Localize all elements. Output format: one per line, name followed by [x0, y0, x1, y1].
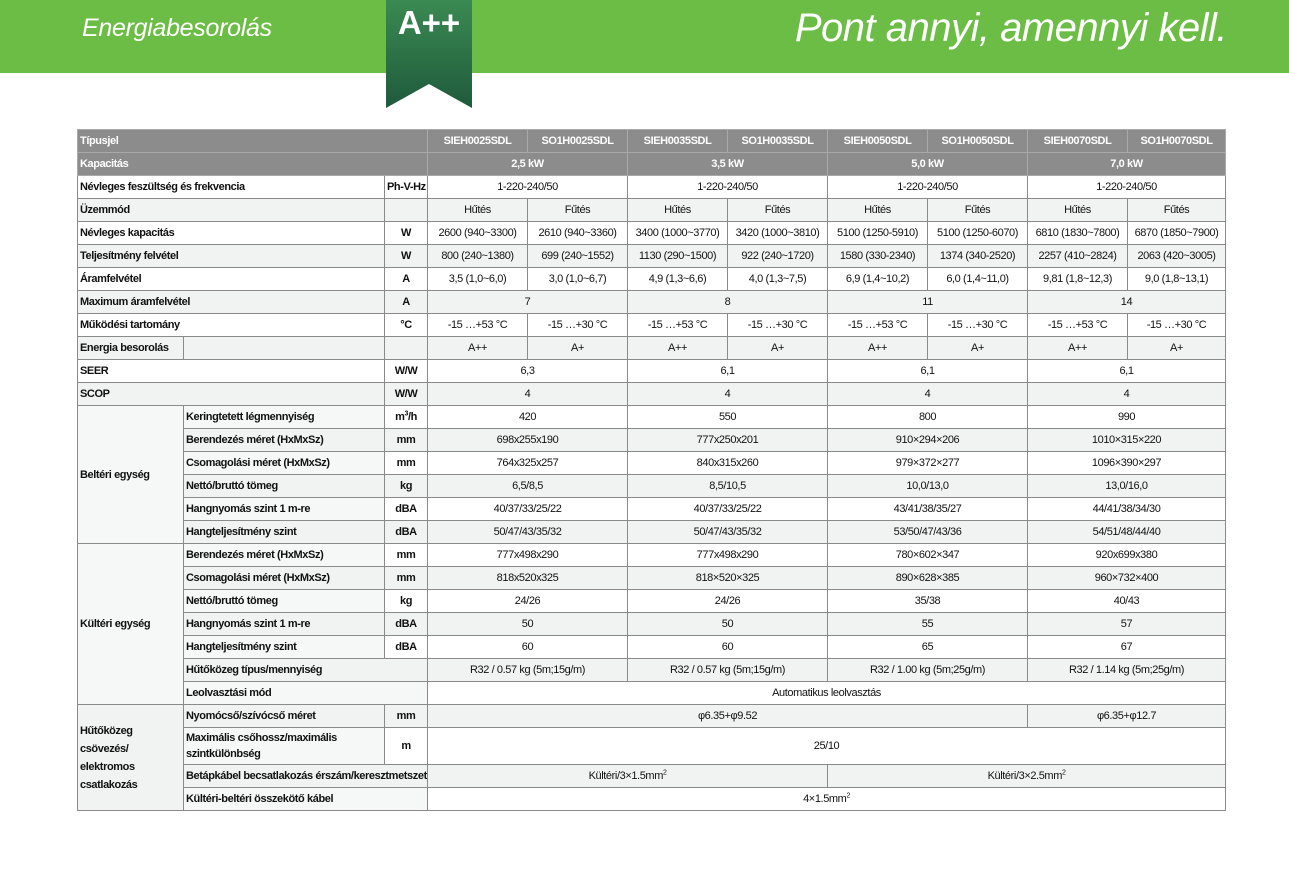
model-cell: SIEH0035SDL — [628, 130, 728, 153]
value-cell: 3,0 (1,0~6,7) — [528, 268, 628, 291]
unit-cell: dBA — [385, 521, 428, 544]
unit-cell: mm — [385, 705, 428, 728]
value-cell: 420 — [428, 406, 628, 429]
unit-base: m — [395, 411, 405, 423]
model-cell: SO1H0070SDL — [1128, 130, 1226, 153]
value-cell: 2610 (940~3360) — [528, 222, 628, 245]
value-cell: A++ — [628, 337, 728, 360]
value-cell: 60 — [428, 636, 628, 659]
indoor-dimensions-row — [78, 429, 1226, 452]
value-cell: 8,5/10,5 — [628, 475, 828, 498]
value-cell: -15 …+30 °C — [1128, 314, 1226, 337]
group-label-piping: Hűtőközeg csövezés/ elektromos csatlakozás — [78, 705, 184, 811]
row-label-packing: Csomagolási méret (HxMxSz) — [184, 452, 385, 475]
value-cell: -15 …+53 °C — [828, 314, 928, 337]
row-label-seer: SEER — [78, 360, 385, 383]
value-cell: 2257 (410~2824) — [1028, 245, 1128, 268]
value-cell: R32 / 0.57 kg (5m;15g/m) — [428, 659, 628, 682]
value-cell: 4,0 (1,3~7,5) — [728, 268, 828, 291]
value-cell: 8 — [628, 291, 828, 314]
value-cell: A++ — [428, 337, 528, 360]
unit-cell: mm — [385, 567, 428, 590]
value-cell: R32 / 0.57 kg (5m;15g/m) — [628, 659, 828, 682]
row-label-current: Áramfelvétel — [78, 268, 385, 291]
row-label-packing: Csomagolási méret (HxMxSz) — [184, 567, 385, 590]
row-label-mode: Üzemmód — [78, 199, 385, 222]
row-label-refrigerant: Hűtőközeg típus/mennyiség — [184, 659, 428, 682]
max-length-row — [78, 728, 1226, 765]
value-cell: 4 — [828, 383, 1028, 406]
model-cell: SO1H0025SDL — [528, 130, 628, 153]
value-cell: Hűtés — [1028, 199, 1128, 222]
unit-cell: dBA — [385, 636, 428, 659]
energy-rating-title: Energiabesorolás — [82, 14, 272, 42]
row-label-sound-power: Hangteljesítmény szint — [184, 521, 385, 544]
value-cell: -15 …+30 °C — [928, 314, 1028, 337]
unit-cell: dBA — [385, 498, 428, 521]
row-label-max-length: Maximális csőhossz/maximális szintkülönbség — [184, 728, 385, 765]
row-label-model: Típusjel — [78, 130, 428, 153]
unit-cell: W — [385, 245, 428, 268]
row-label-energy-class: Energia besorolás — [78, 337, 184, 360]
nominal-capacity-row — [78, 222, 1226, 245]
value-cell: 40/37/33/25/22 — [428, 498, 628, 521]
unit-superscript: 3 — [404, 410, 408, 418]
value-cell: 4,9 (1,3~6,6) — [628, 268, 728, 291]
value-cell: 54/51/48/44/40 — [1028, 521, 1226, 544]
value-cell: -15 …+30 °C — [728, 314, 828, 337]
link-cable-row — [78, 788, 1226, 811]
value-cell: 9,81 (1,8~12,3) — [1028, 268, 1128, 291]
model-cell: SO1H0050SDL — [928, 130, 1028, 153]
row-label-weight: Nettó/bruttó tömeg — [184, 590, 385, 613]
value-cell: 6870 (1850~7900) — [1128, 222, 1226, 245]
capacity-row — [78, 153, 1226, 176]
unit-cell: kg — [385, 590, 428, 613]
value-cell: 1130 (290~1500) — [628, 245, 728, 268]
value-cell: 53/50/47/43/36 — [828, 521, 1028, 544]
value-cell: R32 / 1.14 kg (5m;25g/m) — [1028, 659, 1226, 682]
value-cell: 1580 (330-2340) — [828, 245, 928, 268]
value-cell: 699 (240~1552) — [528, 245, 628, 268]
value-cell: 9,0 (1,8~13,1) — [1128, 268, 1226, 291]
row-label-operating-range: Működési tartomány — [78, 314, 385, 337]
value-cell: 40/37/33/25/22 — [628, 498, 828, 521]
unit-cell: A — [385, 291, 428, 314]
value-cell: Fűtés — [728, 199, 828, 222]
row-label-weight: Nettó/bruttó tömeg — [184, 475, 385, 498]
value-cell: 6,3 — [428, 360, 628, 383]
value-cell: 3,5 (1,0~6,0) — [428, 268, 528, 291]
value-cell: Hűtés — [828, 199, 928, 222]
power-input-row — [78, 245, 1226, 268]
unit-cell: W/W — [385, 360, 428, 383]
outdoor-dimensions-row — [78, 544, 1226, 567]
value-cell: -15 …+53 °C — [428, 314, 528, 337]
value-cell: 777x250x201 — [628, 429, 828, 452]
value-cell: 5100 (1250-5910) — [828, 222, 928, 245]
voltage-row — [78, 176, 1226, 199]
value-cell: 50/47/43/35/32 — [428, 521, 628, 544]
unit-cell: mm — [385, 429, 428, 452]
refrigerant-row — [78, 659, 1226, 682]
cable-spec: Kültéri/3×2.5mm — [987, 770, 1062, 782]
row-label-link-cable: Kültéri-beltéri összekötő kábel — [184, 788, 428, 811]
unit-cell — [385, 337, 428, 360]
value-cell: Fűtés — [528, 199, 628, 222]
row-label-nominal-capacity: Névleges kapacitás — [78, 222, 385, 245]
unit-cell — [385, 406, 428, 429]
unit-tail: /h — [407, 411, 417, 423]
row-label-defrost: Leolvasztási mód — [184, 682, 428, 705]
unit-cell: Ph-V-Hz — [385, 176, 428, 199]
unit-cell: W/W — [385, 383, 428, 406]
value-cell: 13,0/16,0 — [1028, 475, 1226, 498]
value-cell: 1096×390×297 — [1028, 452, 1226, 475]
value-cell — [428, 765, 828, 788]
value-cell: 1374 (340-2520) — [928, 245, 1028, 268]
value-cell — [828, 765, 1226, 788]
outdoor-power-level-row — [78, 636, 1226, 659]
value-cell: 40/43 — [1028, 590, 1226, 613]
model-row — [78, 130, 1226, 153]
value-cell: A+ — [1128, 337, 1226, 360]
value-cell: 10,0/13,0 — [828, 475, 1028, 498]
value-cell: Fűtés — [928, 199, 1028, 222]
value-cell: 60 — [628, 636, 828, 659]
value-cell: 6,9 (1,4~10,2) — [828, 268, 928, 291]
unit-superscript: 2 — [662, 769, 667, 777]
value-cell: 24/26 — [428, 590, 628, 613]
indoor-packing-row — [78, 452, 1226, 475]
value-cell: 1-220-240/50 — [628, 176, 828, 199]
model-cell: SIEH0025SDL — [428, 130, 528, 153]
value-cell: 910×294×206 — [828, 429, 1028, 452]
value-cell: 1-220-240/50 — [428, 176, 628, 199]
model-cell: SO1H0035SDL — [728, 130, 828, 153]
seer-row — [78, 360, 1226, 383]
unit-cell: A — [385, 268, 428, 291]
value-cell: 800 — [828, 406, 1028, 429]
value-cell: Fűtés — [1128, 199, 1226, 222]
cable-spec: Kültéri/3×1.5mm — [588, 770, 663, 782]
unit-cell: W — [385, 222, 428, 245]
value-cell: 2063 (420~3005) — [1128, 245, 1226, 268]
operating-range-row — [78, 314, 1226, 337]
max-current-row — [78, 291, 1226, 314]
outdoor-packing-row — [78, 567, 1226, 590]
value-cell: 1-220-240/50 — [828, 176, 1028, 199]
value-cell: 2600 (940~3300) — [428, 222, 528, 245]
value-cell: 67 — [1028, 636, 1226, 659]
indoor-pressure-row — [78, 498, 1226, 521]
value-cell: -15 …+53 °C — [628, 314, 728, 337]
row-label-sound-pressure: Hangnyomás szint 1 m-re — [184, 613, 385, 636]
value-cell: Automatikus leolvasztás — [428, 682, 1226, 705]
row-label-dimensions: Berendezés méret (HxMxSz) — [184, 429, 385, 452]
defrost-row — [78, 682, 1226, 705]
indoor-weight-row — [78, 475, 1226, 498]
value-cell: 7 — [428, 291, 628, 314]
energy-badge-label: A++ — [397, 4, 461, 41]
unit-cell — [385, 199, 428, 222]
value-cell: 44/41/38/34/30 — [1028, 498, 1226, 521]
outdoor-pressure-row — [78, 613, 1226, 636]
value-cell: 6,0 (1,4~11,0) — [928, 268, 1028, 291]
row-label-supply-cable: Betápkábel becsatlakozás érszám/keresztmetszet — [184, 765, 428, 788]
value-cell: 3400 (1000~3770) — [628, 222, 728, 245]
group-label-indoor: Beltéri egység — [78, 406, 184, 544]
value-cell: 6,1 — [828, 360, 1028, 383]
value-cell: 777x498x290 — [628, 544, 828, 567]
value-cell: A+ — [928, 337, 1028, 360]
model-cell: SIEH0050SDL — [828, 130, 928, 153]
row-label-power-input: Teljesítmény felvétel — [78, 245, 385, 268]
group-label-outdoor: Kültéri egység — [78, 544, 184, 705]
value-cell: 1010×315×220 — [1028, 429, 1226, 452]
value-cell: 14 — [1028, 291, 1226, 314]
empty-cell — [184, 337, 385, 360]
value-cell: 1-220-240/50 — [1028, 176, 1226, 199]
value-cell: φ6.35+φ12.7 — [1028, 705, 1226, 728]
value-cell: 57 — [1028, 613, 1226, 636]
value-cell: 11 — [828, 291, 1028, 314]
mode-row — [78, 199, 1226, 222]
value-cell: 922 (240~1720) — [728, 245, 828, 268]
row-label-scop: SCOP — [78, 383, 385, 406]
capacity-cell: 2,5 kW — [428, 153, 628, 176]
value-cell: 990 — [1028, 406, 1226, 429]
pipe-size-row — [78, 705, 1226, 728]
current-row — [78, 268, 1226, 291]
value-cell: -15 …+30 °C — [528, 314, 628, 337]
unit-cell: dBA — [385, 613, 428, 636]
value-cell: 818x520x325 — [428, 567, 628, 590]
value-cell: 764x325x257 — [428, 452, 628, 475]
value-cell: 6810 (1830~7800) — [1028, 222, 1128, 245]
value-cell: 43/41/38/35/27 — [828, 498, 1028, 521]
unit-cell: °C — [385, 314, 428, 337]
value-cell: 890×628×385 — [828, 567, 1028, 590]
value-cell: 35/38 — [828, 590, 1028, 613]
outdoor-weight-row — [78, 590, 1226, 613]
capacity-cell: 7,0 kW — [1028, 153, 1226, 176]
row-label-voltage: Névleges feszültség és frekvencia — [78, 176, 385, 199]
value-cell: 920x699x380 — [1028, 544, 1226, 567]
value-cell: φ6.35+φ9.52 — [428, 705, 1028, 728]
value-cell: A++ — [828, 337, 928, 360]
value-cell: A++ — [1028, 337, 1128, 360]
value-cell: 777x498x290 — [428, 544, 628, 567]
value-cell: A+ — [728, 337, 828, 360]
capacity-cell: 5,0 kW — [828, 153, 1028, 176]
model-cell: SIEH0070SDL — [1028, 130, 1128, 153]
row-label-dimensions: Berendezés méret (HxMxSz) — [184, 544, 385, 567]
spec-table — [77, 129, 1226, 811]
value-cell: 979×372×277 — [828, 452, 1028, 475]
scop-row — [78, 383, 1226, 406]
capacity-cell: 3,5 kW — [628, 153, 828, 176]
value-cell: 818×520×325 — [628, 567, 828, 590]
value-cell: 50/47/43/35/32 — [628, 521, 828, 544]
value-cell: 65 — [828, 636, 1028, 659]
row-label-airflow: Keringtetett légmennyiség — [184, 406, 385, 429]
row-label-capacity: Kapacitás — [78, 153, 428, 176]
value-cell: 550 — [628, 406, 828, 429]
value-cell: 3420 (1000~3810) — [728, 222, 828, 245]
row-label-max-current: Maximum áramfelvétel — [78, 291, 385, 314]
value-cell: 698x255x190 — [428, 429, 628, 452]
value-cell: 4 — [428, 383, 628, 406]
value-cell: 6,1 — [1028, 360, 1226, 383]
supply-cable-row — [78, 765, 1226, 788]
value-cell — [428, 788, 1226, 811]
value-cell: 24/26 — [628, 590, 828, 613]
value-cell: 960×732×400 — [1028, 567, 1226, 590]
row-label-sound-power: Hangteljesítmény szint — [184, 636, 385, 659]
value-cell: 6,5/8,5 — [428, 475, 628, 498]
row-label-sound-pressure: Hangnyomás szint 1 m-re — [184, 498, 385, 521]
value-cell: R32 / 1.00 kg (5m;25g/m) — [828, 659, 1028, 682]
indoor-airflow-row — [78, 406, 1226, 429]
top-banner — [0, 0, 1289, 73]
value-cell: 840x315x260 — [628, 452, 828, 475]
value-cell: 4 — [628, 383, 828, 406]
value-cell: 50 — [628, 613, 828, 636]
unit-cell: mm — [385, 544, 428, 567]
unit-cell: m — [385, 728, 428, 765]
energy-class-row — [78, 337, 1226, 360]
value-cell: 55 — [828, 613, 1028, 636]
value-cell: A+ — [528, 337, 628, 360]
value-cell: 50 — [428, 613, 628, 636]
value-cell: 4 — [1028, 383, 1226, 406]
value-cell: 6,1 — [628, 360, 828, 383]
unit-superscript: 2 — [846, 792, 850, 800]
indoor-power-level-row — [78, 521, 1226, 544]
value-cell: 25/10 — [428, 728, 1226, 765]
unit-superscript: 2 — [1061, 769, 1066, 777]
unit-cell: mm — [385, 452, 428, 475]
value-cell: Hűtés — [628, 199, 728, 222]
value-cell: Hűtés — [428, 199, 528, 222]
unit-cell: kg — [385, 475, 428, 498]
cable-spec: 4×1.5mm — [803, 793, 847, 805]
value-cell: 5100 (1250-6070) — [928, 222, 1028, 245]
value-cell: 800 (240~1380) — [428, 245, 528, 268]
value-cell: 780×602×347 — [828, 544, 1028, 567]
value-cell: -15 …+53 °C — [1028, 314, 1128, 337]
row-label-pipe-size: Nyomócső/szívócső méret — [184, 705, 385, 728]
slogan: Pont annyi, amennyi kell. — [794, 6, 1227, 50]
